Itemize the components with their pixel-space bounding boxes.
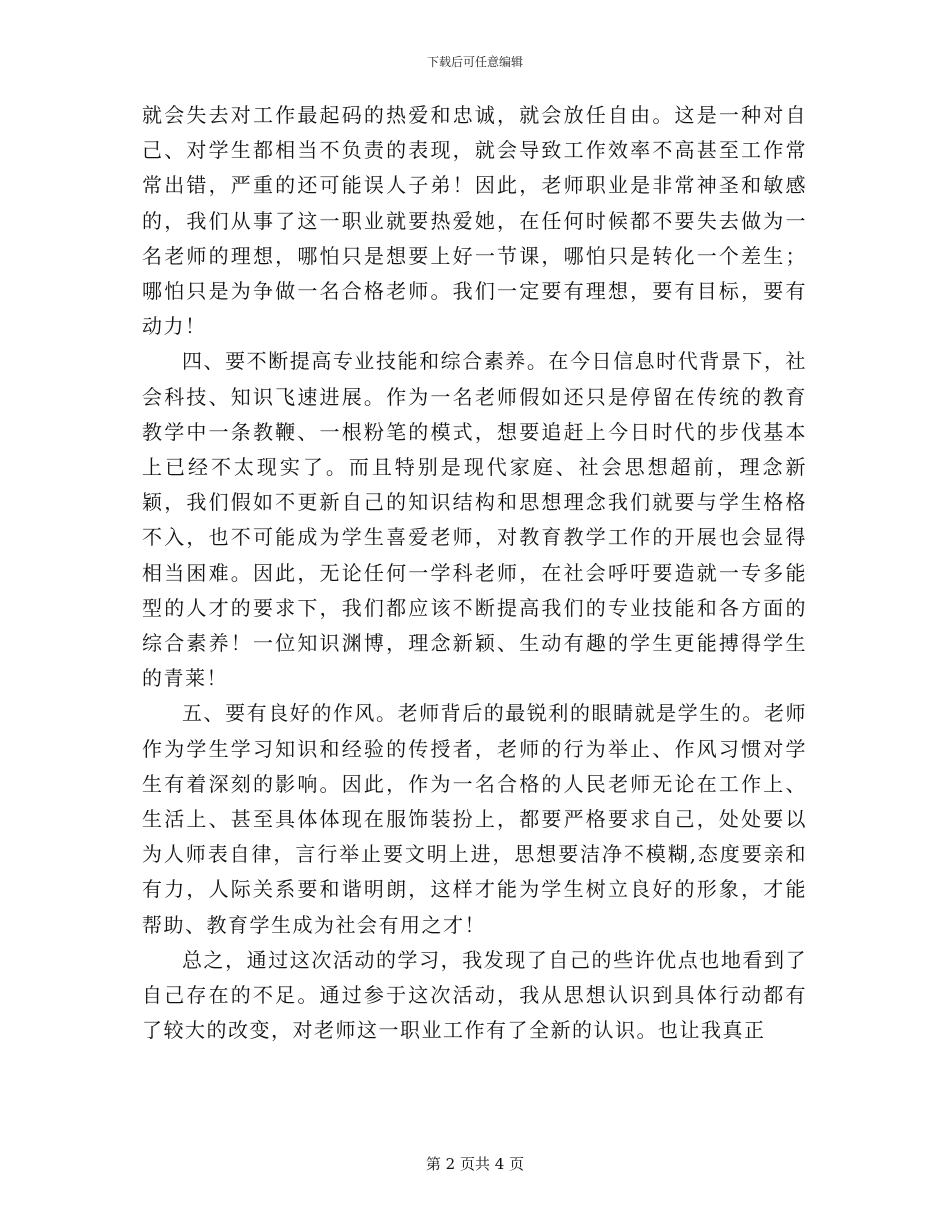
paragraph-skills: 四、要不断提高专业技能和综合素养。在今日信息时代背景下，社会科技、知识飞速进展。作为一名老师假如还只是停留在传统的教育教学中一条教鞭、一根粉笔的模式，想要追赶上今日时代的步伐基本上已经不太现实了。而且特别是现代家庭、社会思想超前，理念新颖，我们假如不更新自己的知识结构和思想理念我们就要与学生格格不入，也不可能成为学生喜爱老师，对教育教学工作的开展也会显得相当困难。因此，无论任何一学科老师，在社会呼吁要造就一专多能型的人才的要求下，我们都应该不断提高我们的专业技能和各方面的综合素养！一位知识渊博，理念新颖、生动有趣的学生更能搏得学生的青莱！ — [142, 349, 807, 691]
page-number-footer: 第 2 页共 4 页 — [425, 1155, 525, 1173]
page-header: 下载后可任意编辑 — [426, 55, 523, 69]
paragraph-summary: 总之，通过这次活动的学习，我发现了自己的些许优点也地看到了自己存在的不足。通过参于这次活动，我从思想认识到具体行动都有了较大的改变，对老师这一职业工作有了全新的认识。也让我真正 — [142, 947, 807, 1043]
paragraph-continuation: 就会失去对工作最起码的热爱和忠诚，就会放任自由。这是一种对自己、对学生都相当不负责的表现，就会导致工作效率不高甚至工作常常出错，严重的还可能误人子弟！因此，老师职业是非常神圣和敏感的，我们从事了这一职业就要热爱她，在任何时候都不要失去做为一名老师的理想，哪怕只是想要上好一节课，哪怕只是转化一个差生；哪怕只是为争做一名合格老师。我们一定要有理想，要有目标，要有动力！ — [142, 103, 807, 339]
paragraph-conduct: 五、要有良好的作风。老师背后的最锐利的眼睛就是学生的。老师作为学生学习知识和经验的传授者，老师的行为举止、作风习惯对学生有着深刻的影响。因此，作为一名合格的人民老师无论在工作上、生活上、甚至具体体现在服饰装扮上，都要严格要求自己，处处要以为人师表自律，言行举止要文明上进，思想要洁净不模糊,态度要亲和有力，人际关系要和谐明朗，这样才能为学生树立良好的形象，才能帮助、教育学生成为社会有用之才！ — [142, 701, 807, 937]
document-body — [142, 98, 807, 1048]
